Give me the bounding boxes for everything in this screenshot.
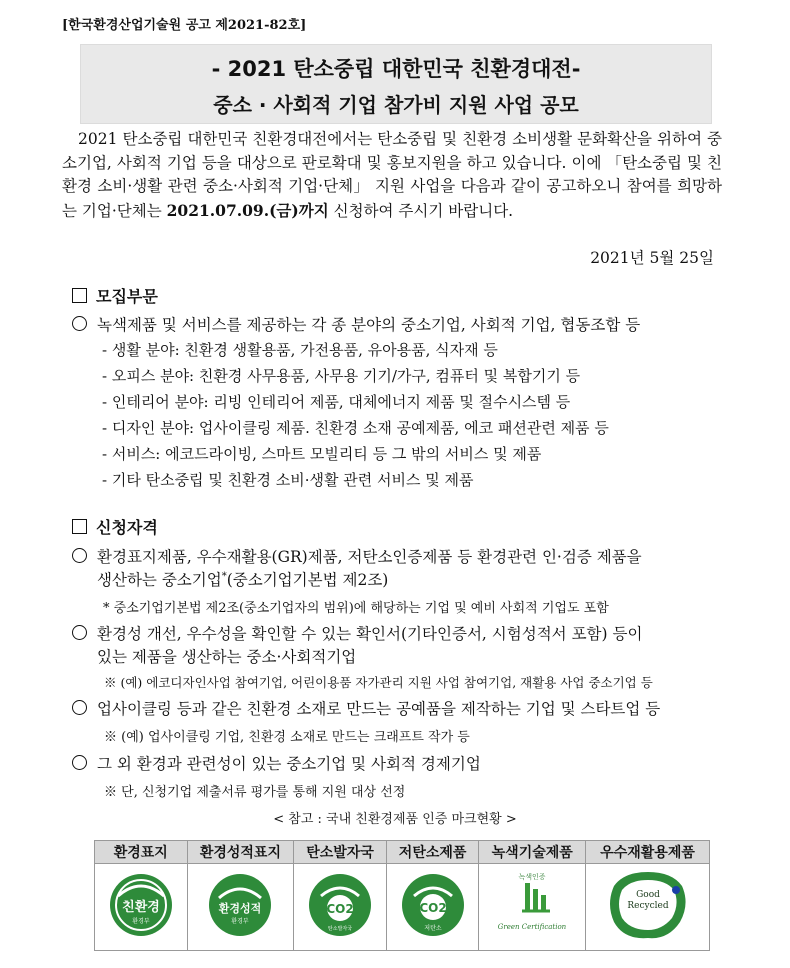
svg-text:환경부: 환경부 bbox=[132, 918, 150, 925]
announcement-date: 2021년 5월 25일 bbox=[590, 249, 714, 267]
mark-header: 탄소발자국 bbox=[294, 841, 387, 864]
svg-text:친환경: 친환경 bbox=[121, 900, 160, 915]
svg-text:녹색인증: 녹색인증 bbox=[518, 873, 546, 881]
list-item: - 인테리어 분야: 리빙 인테리어 제품, 대체에너지 제품 및 절수시스템 등 bbox=[102, 393, 571, 411]
environmental-declaration-icon bbox=[205, 870, 275, 940]
section-heading-eligibility bbox=[72, 515, 158, 538]
eligibility-item-1-cont bbox=[97, 568, 388, 590]
eligibility-note: ※ 단, 신청기업 제출서류 평가를 통해 지원 대상 선정 bbox=[104, 785, 406, 800]
title-line-2: 중소 · 사회적 기업 참가비 지원 사업 공모 bbox=[213, 93, 579, 117]
mark-header: 우수재활용제품 bbox=[586, 841, 710, 864]
svg-text:CO2: CO2 bbox=[326, 902, 354, 916]
svg-text:저탄소: 저탄소 bbox=[423, 925, 442, 932]
eligibility-text: 업사이클링 등과 같은 친환경 소재로 만드는 공예품을 제작하는 기업 및 스타트업 등 bbox=[97, 700, 661, 718]
recruitment-main-text: 녹색제품 및 서비스를 제공하는 각 종 분야의 중소기업, 사회적 기업, 협동조합 등 bbox=[97, 316, 641, 334]
svg-text:CO2: CO2 bbox=[418, 901, 447, 915]
list-item: - 생활 분야: 친환경 생활용품, 가전용품, 유아용품, 식자재 등 bbox=[102, 341, 498, 359]
intro-text-end: 신청하여 주시기 바랍니다. bbox=[328, 201, 514, 220]
circle-bullet-icon bbox=[72, 700, 87, 715]
mark-header: 저탄소제품 bbox=[386, 841, 479, 864]
svg-text:환경부: 환경부 bbox=[231, 918, 250, 925]
notice-number: [한국환경산업기술원 공고 제2021-82호] bbox=[62, 18, 307, 33]
list-item: - 서비스: 에코드라이빙, 스마트 모빌리티 등 그 밖의 서비스 및 제품 bbox=[102, 445, 542, 463]
title-line-1: - 2021 탄소중립 대한민국 친환경대전- bbox=[211, 57, 581, 81]
green-certification-icon bbox=[494, 867, 570, 943]
low-carbon-icon bbox=[398, 870, 468, 940]
intro-text: 2021 탄소중립 대한민국 친환경대전에서는 탄소중립 및 친환경 소비생활 문화확산을 위하여 중소기업, 사회적 기업 등을 대상으로 판로확대 및 홍보지원을 하고 있습니다. 이에 「탄소중립 및 친환경 소비·생활 관련 중소·사회적 기업·단체」 지원 사업을 다음과 같이 공고하오니 참여를 희망하는 기업·단체는 bbox=[62, 130, 722, 220]
list-item: - 기타 탄소중립 및 친환경 소비·생활 관련 서비스 및 제품 bbox=[102, 471, 474, 489]
svg-text:환경성적: 환경성적 bbox=[219, 902, 262, 915]
intro-paragraph bbox=[62, 128, 722, 223]
environmental-declaration-logo bbox=[187, 864, 294, 951]
circle-bullet-icon bbox=[72, 548, 87, 563]
eco-label-logo bbox=[95, 864, 188, 951]
circle-bullet-icon bbox=[72, 755, 87, 770]
eligibility-text: 환경표지제품, 우수재활용(GR)제품, 저탄소인증제품 등 환경관련 인·검증 제품을 bbox=[97, 548, 642, 566]
mark-header: 환경성적표지 bbox=[187, 841, 294, 864]
svg-text:탄소발자국: 탄소발자국 bbox=[327, 926, 353, 932]
deadline: 2021.07.09.(금)까지 bbox=[166, 200, 329, 220]
list-item: - 디자인 분야: 업사이클링 제품. 친환경 소재 공예제품, 에코 패션관련 제품 등 bbox=[102, 419, 609, 437]
list-item: - 오피스 분야: 친환경 사무용품, 사무용 기기/가구, 컴퓨터 및 복합기기 등 bbox=[102, 367, 581, 385]
carbon-footprint-logo bbox=[294, 864, 387, 951]
section-heading-label: 모집부문 bbox=[96, 287, 158, 306]
mark-header: 환경표지 bbox=[95, 841, 188, 864]
circle-bullet-icon bbox=[72, 316, 87, 331]
square-bullet-icon bbox=[72, 519, 87, 534]
section-heading-label: 신청자격 bbox=[96, 518, 158, 537]
eligibility-note: ※ (예) 에코디자인사업 참여기업, 어린이용품 자가관리 지원 사업 참여기업, 재활용 사업 중소기업 등 bbox=[104, 675, 653, 690]
good-recycled-logo bbox=[586, 864, 710, 951]
section-heading-recruitment bbox=[72, 284, 158, 307]
footnote-mark: * bbox=[221, 570, 227, 582]
carbon-footprint-icon bbox=[305, 870, 375, 940]
good-recycled-icon bbox=[606, 868, 690, 942]
eligibility-text: (중소기업기본법 제2조) bbox=[226, 571, 389, 589]
green-certification-logo bbox=[479, 864, 586, 951]
recruitment-main bbox=[72, 313, 640, 335]
low-carbon-logo bbox=[386, 864, 479, 951]
certification-mark-table bbox=[94, 840, 710, 951]
eligibility-note: ※ (예) 업사이클링 기업, 친환경 소재로 만드는 크래프트 작가 등 bbox=[104, 730, 470, 745]
eligibility-text: 그 외 환경과 관련성이 있는 중소기업 및 사회적 경제기업 bbox=[97, 755, 481, 773]
eligibility-item-2-cont: 있는 제품을 생산하는 중소·사회적기업 bbox=[97, 648, 357, 666]
circle-bullet-icon bbox=[72, 625, 87, 640]
title-banner bbox=[80, 44, 712, 124]
good-recycled-text: Good Recycled bbox=[626, 890, 669, 911]
eligibility-text: 생산하는 중소기업 bbox=[97, 571, 222, 589]
eligibility-note: * 중소기업기본법 제2조(중소기업자의 범위)에 해당하는 기업 및 예비 사회적 기업도 포함 bbox=[103, 601, 609, 616]
mark-header: 녹색기술제품 bbox=[479, 841, 586, 864]
eligibility-item-4 bbox=[72, 752, 481, 774]
eligibility-item-3 bbox=[72, 697, 660, 719]
eligibility-text: 환경성 개선, 우수성을 확인할 수 있는 확인서(기타인증서, 시험성적서 포함) 등이 bbox=[97, 625, 643, 643]
eligibility-item-1 bbox=[72, 545, 642, 567]
svg-text:Green Certification: Green Certification bbox=[498, 923, 567, 931]
square-bullet-icon bbox=[72, 288, 87, 303]
reference-caption: < 참고 : 국내 친환경제품 인증 마크현황 > bbox=[273, 812, 517, 827]
eco-label-icon bbox=[106, 870, 176, 940]
eligibility-item-2 bbox=[72, 622, 642, 644]
